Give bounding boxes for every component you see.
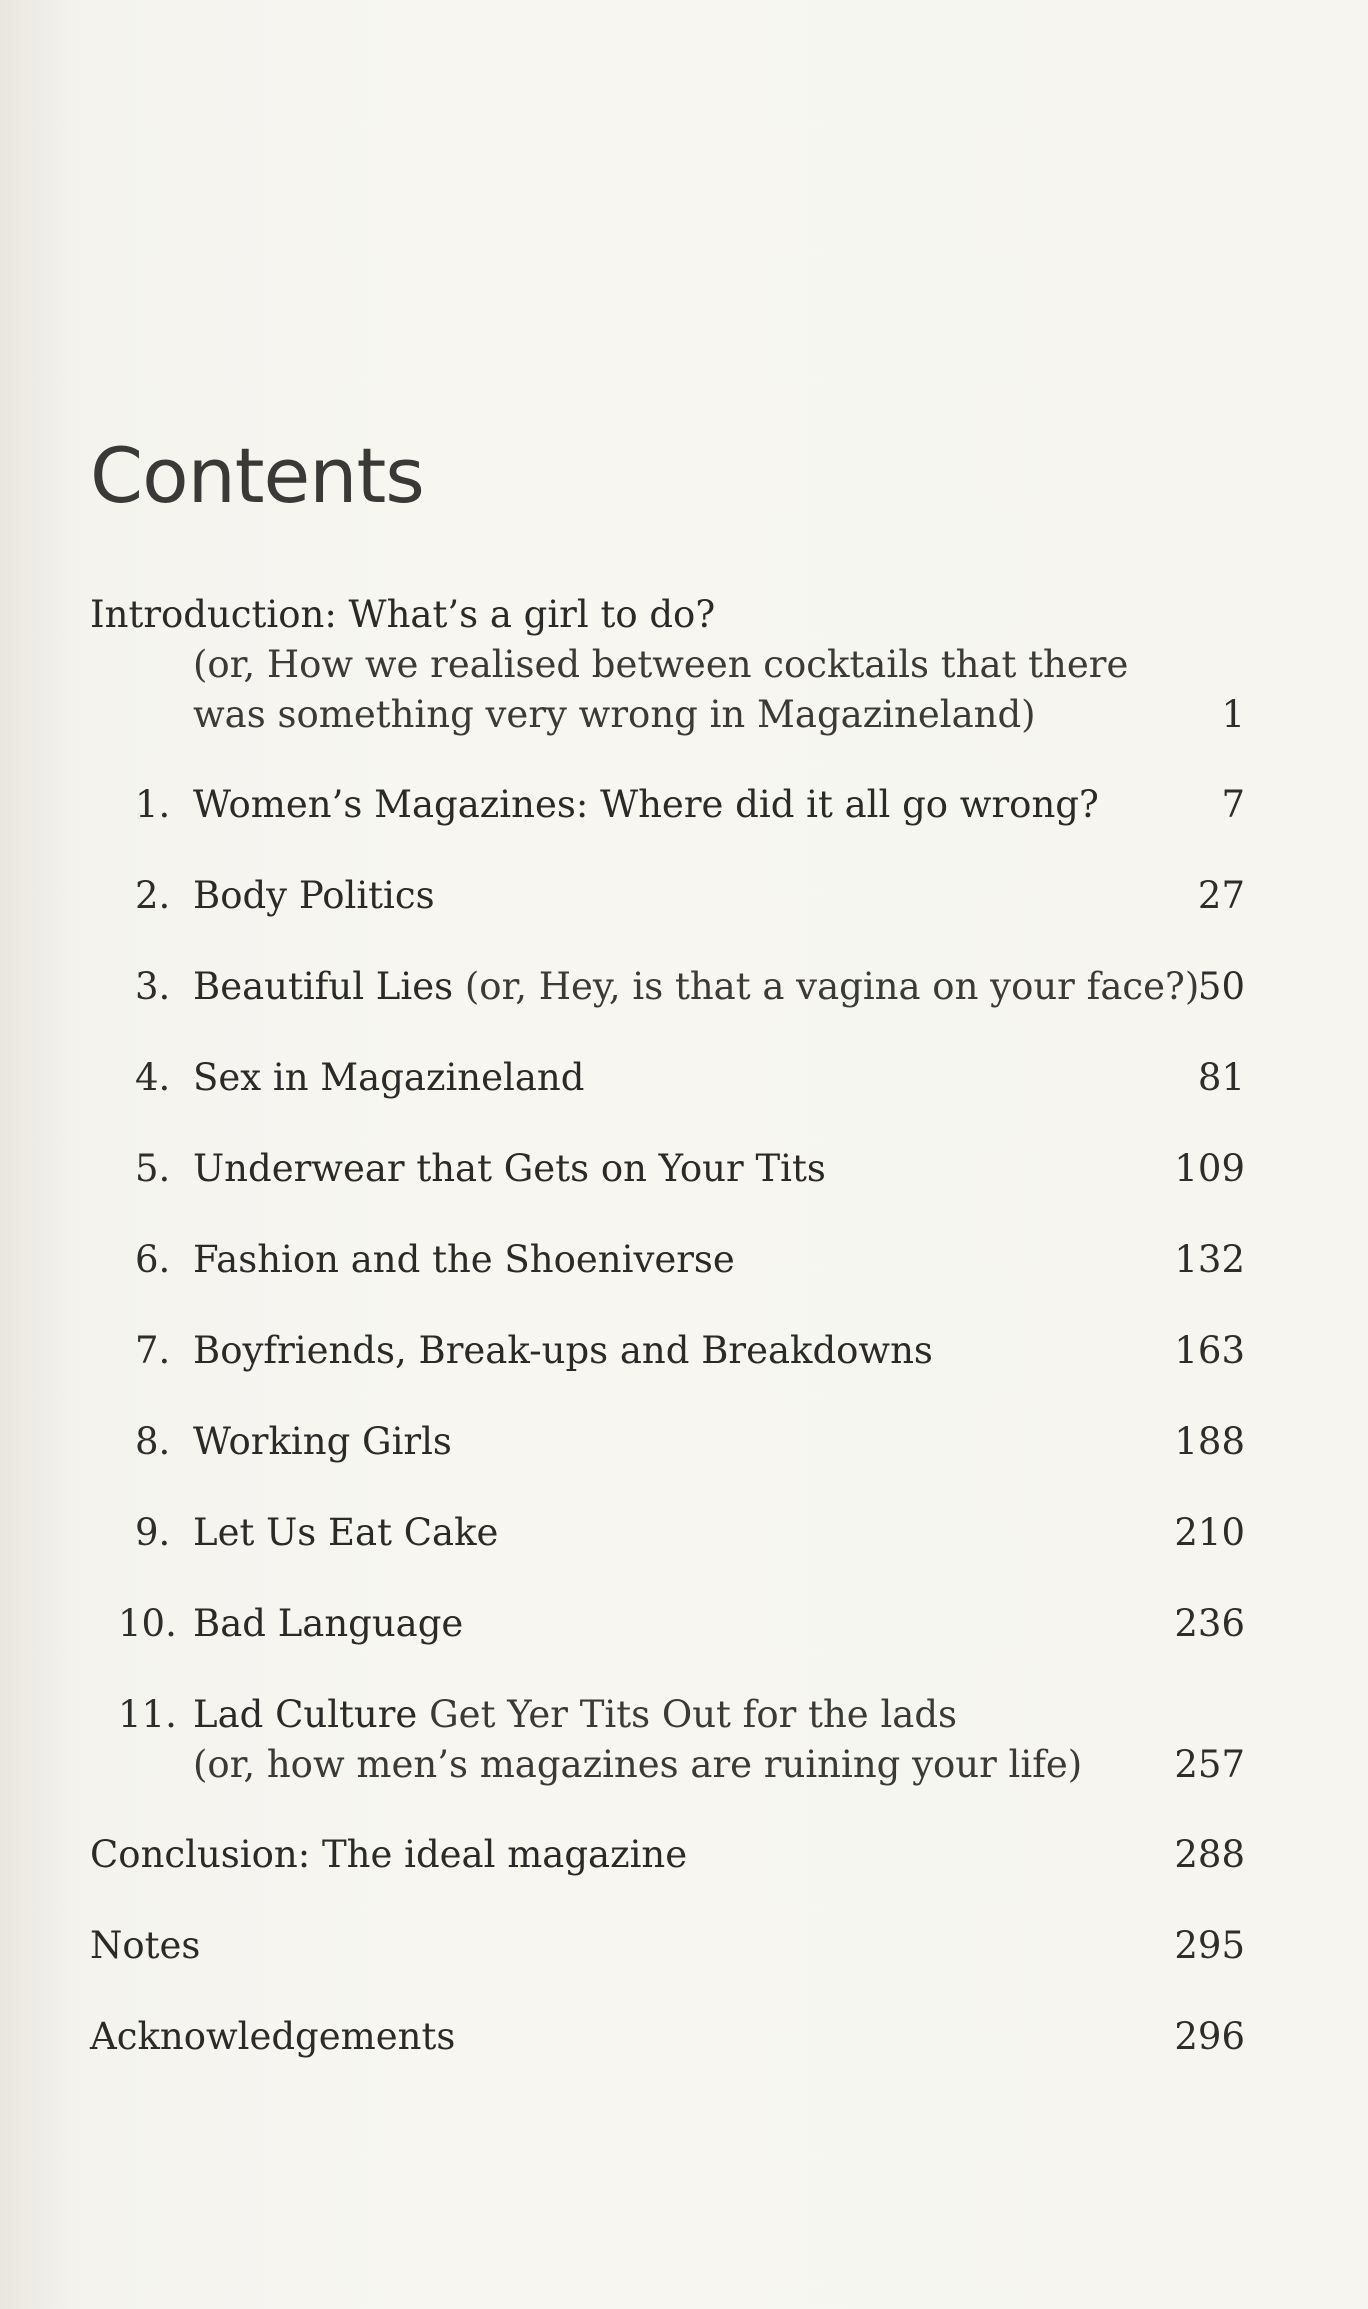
page-title: Contents <box>90 430 424 520</box>
entry-subtitle: (or, Hey, is that a vagina on your face?) <box>464 965 1200 1008</box>
entry-subtitle: was something very wrong in Magazineland) <box>193 693 1036 736</box>
chapter-number: 3. <box>135 965 171 1008</box>
entry-page-number: 27 <box>1197 874 1245 917</box>
chapter-number: 5. <box>135 1147 171 1190</box>
chapter-number: 4. <box>135 1056 171 1099</box>
entry-page-number: 188 <box>1174 1420 1245 1463</box>
chapter-number: 6. <box>135 1238 171 1281</box>
entry-page-number: 50 <box>1197 965 1245 1008</box>
entry-subtitle: Get Yer Tits Out for the lads <box>429 1693 958 1736</box>
entry-title: Acknowledgements <box>90 2015 456 2058</box>
entry-title: Fashion and the Shoeniverse <box>193 1238 735 1281</box>
entry-page-number: 288 <box>1174 1833 1245 1876</box>
chapter-number: 10. <box>118 1602 177 1645</box>
entry-page-number: 109 <box>1174 1147 1245 1190</box>
entry-title: Conclusion: The ideal magazine <box>90 1833 688 1876</box>
chapter-number: 7. <box>135 1329 171 1372</box>
entry-title-group <box>193 962 1199 1012</box>
chapter-number: 1. <box>135 783 171 826</box>
entry-page-number: 296 <box>1174 2015 1245 2058</box>
entry-page-number: 210 <box>1174 1511 1245 1554</box>
entry-page-number: 132 <box>1174 1238 1245 1281</box>
entry-page-number: 257 <box>1174 1743 1245 1786</box>
chapter-number: 8. <box>135 1420 171 1463</box>
entry-page-number: 81 <box>1197 1056 1245 1099</box>
entry-title: Underwear that Gets on Your Tits <box>193 1147 826 1190</box>
entry-title: Sex in Magazineland <box>193 1056 585 1099</box>
entry-page-number: 163 <box>1174 1329 1245 1372</box>
entry-page-number: 236 <box>1174 1602 1245 1645</box>
entry-title: Introduction: What’s a girl to do? <box>90 593 716 636</box>
entry-title: Boyfriends, Break-ups and Breakdowns <box>193 1329 933 1372</box>
entry-page-number: 295 <box>1174 1924 1245 1967</box>
chapter-number: 9. <box>135 1511 171 1554</box>
entry-title: Bad Language <box>193 1602 464 1645</box>
entry-title: Let Us Eat Cake <box>193 1511 499 1554</box>
entry-title: Women’s Magazines: Where did it all go wrong? <box>193 783 1099 826</box>
entry-title-group <box>193 1690 957 1740</box>
entry-title: Beautiful Lies <box>193 965 454 1008</box>
entry-title: Notes <box>90 1924 201 1967</box>
entry-title: Working Girls <box>193 1420 452 1463</box>
entry-page-number: 7 <box>1221 783 1245 826</box>
entry-page-number: 1 <box>1221 693 1245 736</box>
chapter-number: 11. <box>118 1693 177 1736</box>
chapter-number: 2. <box>135 874 171 917</box>
entry-subtitle: (or, how men’s magazines are ruining your life) <box>193 1743 1083 1786</box>
entry-title: Lad Culture <box>193 1693 418 1736</box>
entry-subtitle: (or, How we realised between cocktails that there <box>193 643 1129 686</box>
entry-title: Body Politics <box>193 874 435 917</box>
